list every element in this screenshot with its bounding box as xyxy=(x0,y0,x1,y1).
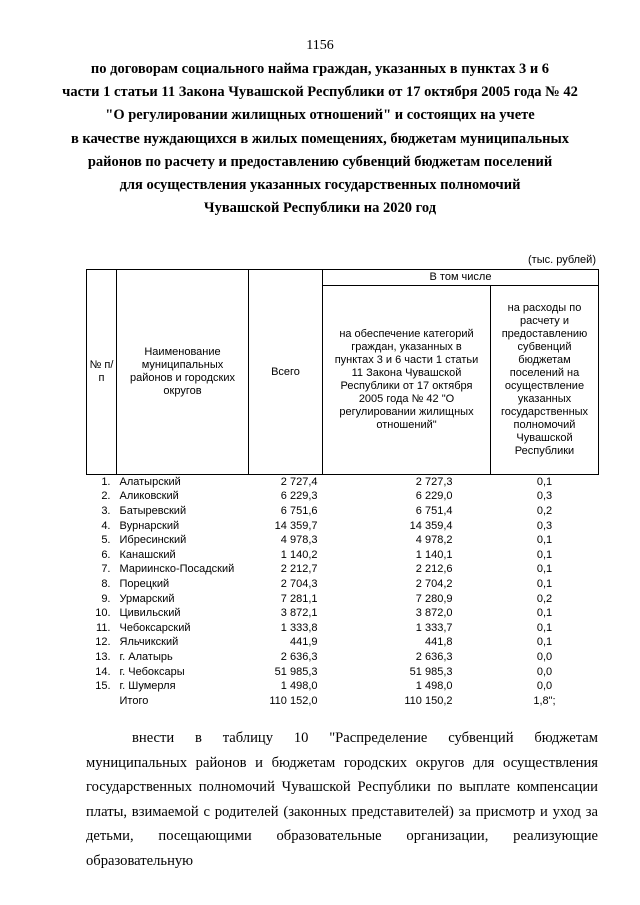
row-total: 7 281,1 xyxy=(280,592,318,605)
row-name: Мариинско-Посадский xyxy=(119,563,235,576)
table-row xyxy=(87,577,599,592)
row-name: Цивильский xyxy=(119,607,181,620)
title-line: части 1 статьи 11 Закона Чувашской Республики от 17 октября 2005 года № 42 xyxy=(62,84,578,101)
row-name: Аликовский xyxy=(119,490,179,503)
header-num: № п/п xyxy=(87,270,117,475)
row-total: 1 333,8 xyxy=(280,621,318,634)
header-small: на расходы по расчету и предоставлению субвенций бюджетам поселений на осуществление указанных государственных полномочий Чувашской Республики xyxy=(491,286,599,475)
row-name: Урмарский xyxy=(119,592,175,605)
table-row xyxy=(87,679,599,694)
row-num: 8. xyxy=(101,577,111,590)
table-row xyxy=(87,533,599,548)
table-row xyxy=(87,548,599,563)
row-total: 1 140,2 xyxy=(280,548,318,561)
row-small: 0,2 xyxy=(536,592,553,605)
row-name: Чебоксарский xyxy=(119,621,191,634)
row-small: 0,1 xyxy=(536,577,553,590)
table-row xyxy=(87,621,599,636)
table-total-row xyxy=(87,694,599,709)
row-num: 7. xyxy=(101,563,111,576)
row-name: г. Чебоксары xyxy=(119,665,185,678)
body-paragraph xyxy=(86,726,598,874)
total-total: 110 152,0 xyxy=(269,694,318,707)
row-num: 13. xyxy=(95,650,111,663)
row-num: 5. xyxy=(101,534,111,547)
total-main: 110 150,2 xyxy=(404,694,453,707)
header-group: В том числе xyxy=(323,270,599,286)
row-main: 51 985,3 xyxy=(409,665,453,678)
row-small: 0,1 xyxy=(536,548,553,561)
table-row xyxy=(87,504,599,519)
row-num: 2. xyxy=(101,490,111,503)
row-main: 3 872,0 xyxy=(415,607,453,620)
table-row xyxy=(87,490,599,505)
row-name: Батыревский xyxy=(119,504,187,517)
row-total: 3 872,1 xyxy=(280,607,318,620)
table-row xyxy=(87,592,599,607)
title-line: для осуществления указанных государственных полномочий xyxy=(119,177,521,194)
row-num: 4. xyxy=(101,519,111,532)
row-total: 2 212,7 xyxy=(280,563,318,576)
title-line: районов по расчету и предоставлению субвенций бюджетам поселений xyxy=(87,153,553,170)
row-total: 441,9 xyxy=(289,636,318,649)
row-small: 0,0 xyxy=(536,650,553,663)
title-line: "О регулировании жилищных отношений" и состоящих на учете xyxy=(105,107,535,124)
total-small: 1,8"; xyxy=(533,694,556,707)
row-main: 1 140,1 xyxy=(415,548,453,561)
row-total: 1 498,0 xyxy=(280,680,318,693)
row-main: 1 333,7 xyxy=(415,621,453,634)
row-main: 2 727,3 xyxy=(415,475,453,488)
row-main: 2 636,3 xyxy=(415,650,453,663)
row-num: 10. xyxy=(95,607,111,620)
title-line: в качестве нуждающихся в жилых помещениях, бюджетам муниципальных xyxy=(70,130,570,147)
total-num-empty xyxy=(87,694,117,709)
row-name: г. Алатырь xyxy=(119,650,173,663)
row-small: 0,2 xyxy=(536,504,553,517)
row-name: Ибресинский xyxy=(119,534,187,547)
row-name: Канашский xyxy=(119,548,176,561)
row-num: 11. xyxy=(96,621,111,634)
title-line: по договорам социального найма граждан, указанных в пунктах 3 и 6 xyxy=(90,61,550,77)
row-total: 14 359,7 xyxy=(274,519,318,532)
row-name: г. Шумерля xyxy=(119,680,176,693)
subvention-table xyxy=(86,269,599,709)
header-main: на обеспечение категорий граждан, указанных в пунктах 3 и 6 части 1 статьи 11 Закона Чувашской Республики от 17 октября 2005 года № 42 "О регулировании жилищных отношений" xyxy=(323,286,491,475)
row-name: Яльчикский xyxy=(119,636,179,649)
row-main: 6 229,0 xyxy=(415,490,453,503)
row-small: 0,1 xyxy=(536,563,553,576)
row-main: 2 212,6 xyxy=(415,563,453,576)
row-small: 0,0 xyxy=(536,665,553,678)
row-main: 2 704,2 xyxy=(415,577,453,590)
row-num: 14. xyxy=(95,665,111,678)
table-row xyxy=(87,650,599,665)
row-total: 6 751,6 xyxy=(280,504,318,517)
row-small: 0,3 xyxy=(536,490,553,503)
row-small: 0,3 xyxy=(536,519,553,532)
row-main: 7 280,9 xyxy=(415,592,453,605)
row-main: 6 751,4 xyxy=(415,504,453,517)
row-num: 1. xyxy=(101,475,111,488)
row-name: Порецкий xyxy=(119,577,170,590)
table-row xyxy=(87,665,599,680)
table-body xyxy=(87,475,599,709)
table-row xyxy=(87,519,599,534)
row-small: 0,1 xyxy=(536,534,553,547)
row-total: 2 727,4 xyxy=(280,475,318,488)
row-total: 2 704,3 xyxy=(280,577,318,590)
row-total: 6 229,3 xyxy=(280,490,318,503)
header-name: Наименование муниципальных районов и городских округов xyxy=(117,270,249,475)
total-label: Итого xyxy=(119,694,149,707)
paragraph-text: внести в таблицу 10 "Распределение субвенций бюджетам муниципальных районов и бюджетам городских округов для осуществления государственных полномочий Чувашской Республики по выплате компенсации платы, взимаемой с родителей (законных представителей) за присмотр и уход за детьми, посещающими образовательные организации, реализующие образовательную xyxy=(86,730,598,869)
unit-note: (тыс. рублей) xyxy=(528,254,596,266)
row-total: 51 985,3 xyxy=(274,665,318,678)
row-total: 2 636,3 xyxy=(280,650,318,663)
row-small: 0,1 xyxy=(536,621,553,634)
row-name: Алатырский xyxy=(119,475,181,488)
row-main: 14 359,4 xyxy=(409,519,453,532)
row-num: 15. xyxy=(95,680,111,693)
row-num: 6. xyxy=(101,548,111,561)
row-small: 0,0 xyxy=(536,680,553,693)
table-row xyxy=(87,475,599,490)
row-name: Вурнарский xyxy=(119,519,180,532)
row-main: 441,8 xyxy=(424,636,453,649)
row-total: 4 978,3 xyxy=(280,534,318,547)
row-main: 1 498,0 xyxy=(415,680,453,693)
document-title xyxy=(0,58,640,220)
row-small: 0,1 xyxy=(536,475,553,488)
table-row xyxy=(87,563,599,578)
page-number: 1156 xyxy=(306,38,334,53)
row-num: 3. xyxy=(101,504,111,517)
row-num: 9. xyxy=(101,592,111,605)
row-small: 0,1 xyxy=(536,607,553,620)
row-main: 4 978,2 xyxy=(415,534,453,547)
row-num: 12. xyxy=(95,636,111,649)
header-total: Всего xyxy=(249,270,323,475)
title-line: Чувашской Республики на 2020 год xyxy=(203,200,437,217)
table-row xyxy=(87,606,599,621)
table-row xyxy=(87,636,599,651)
row-small: 0,1 xyxy=(536,636,553,649)
